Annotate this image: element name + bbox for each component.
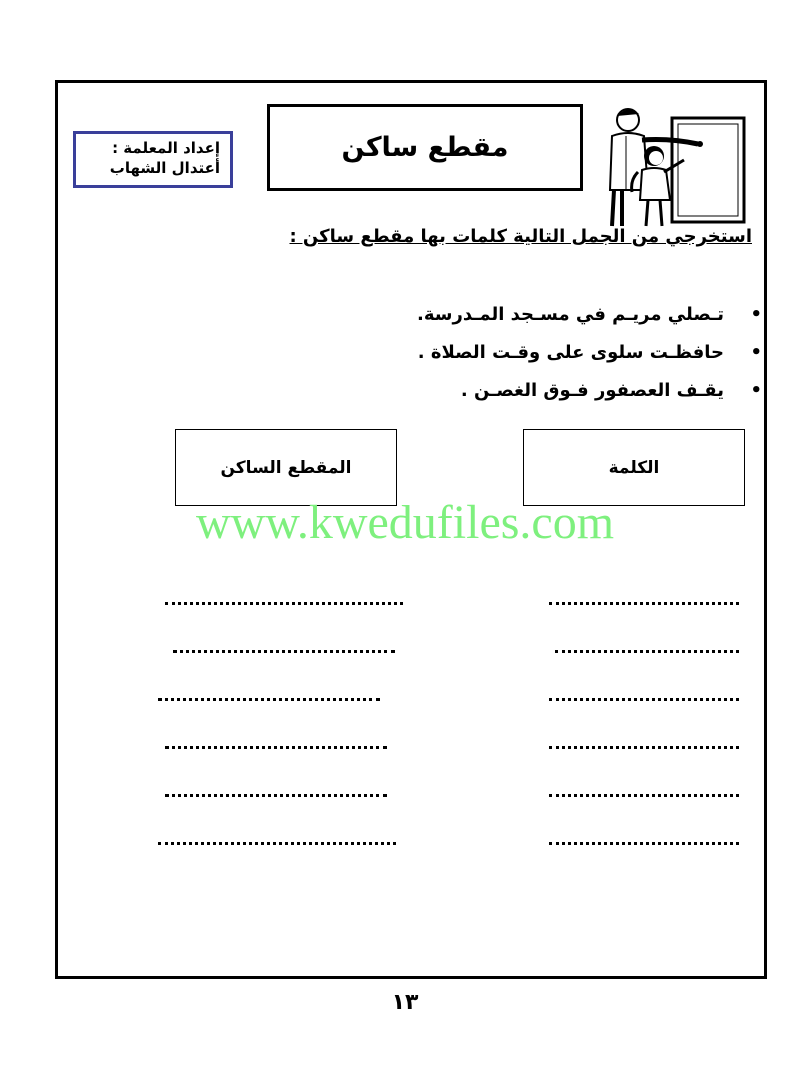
syllable-answer-line[interactable] [165,600,403,605]
word-answer-line[interactable] [549,600,739,605]
word-column-header: الكلمة [523,429,745,506]
list-item [417,334,762,372]
bullet-icon: • [750,342,762,363]
sentence-list [417,296,762,410]
watermark: www.kwedufiles.com [195,496,615,549]
word-answer-line[interactable] [549,696,739,701]
sentence-text: يقـف العصفور فـوق الغصـن . [460,380,724,401]
word-answer-line[interactable] [549,744,739,749]
list-item [417,372,762,410]
teacher-student-illustration-icon [590,100,750,228]
word-answer-line[interactable] [555,648,739,653]
list-item [417,296,762,334]
bullet-icon: • [750,380,762,401]
sentence-text: حافظـت سلوى على وقـت الصلاة . [417,342,724,363]
worksheet-title: مقطع ساكن [267,104,583,191]
word-answer-line[interactable] [549,840,739,845]
page-number: ١٣ [391,990,419,1015]
teacher-credit-box [73,131,233,188]
syllable-answer-line[interactable] [158,840,396,845]
syllable-column-header: المقطع الساكن [175,429,397,506]
syllable-answer-line[interactable] [158,696,380,701]
word-answer-line[interactable] [549,792,739,797]
instruction-text: استخرجي من الجمل التالية كلمات بها مقطع ساكن : [289,226,752,247]
teacher-label: إعداد المعلمة : [112,139,220,157]
syllable-answer-line[interactable] [165,792,387,797]
teacher-name: أعتدال الشهاب [109,159,220,177]
syllable-answer-line[interactable] [173,648,395,653]
bullet-icon: • [750,304,762,325]
sentence-text: تـصلي مريـم في مسـجد المـدرسة. [417,304,724,325]
syllable-answer-line[interactable] [165,744,387,749]
